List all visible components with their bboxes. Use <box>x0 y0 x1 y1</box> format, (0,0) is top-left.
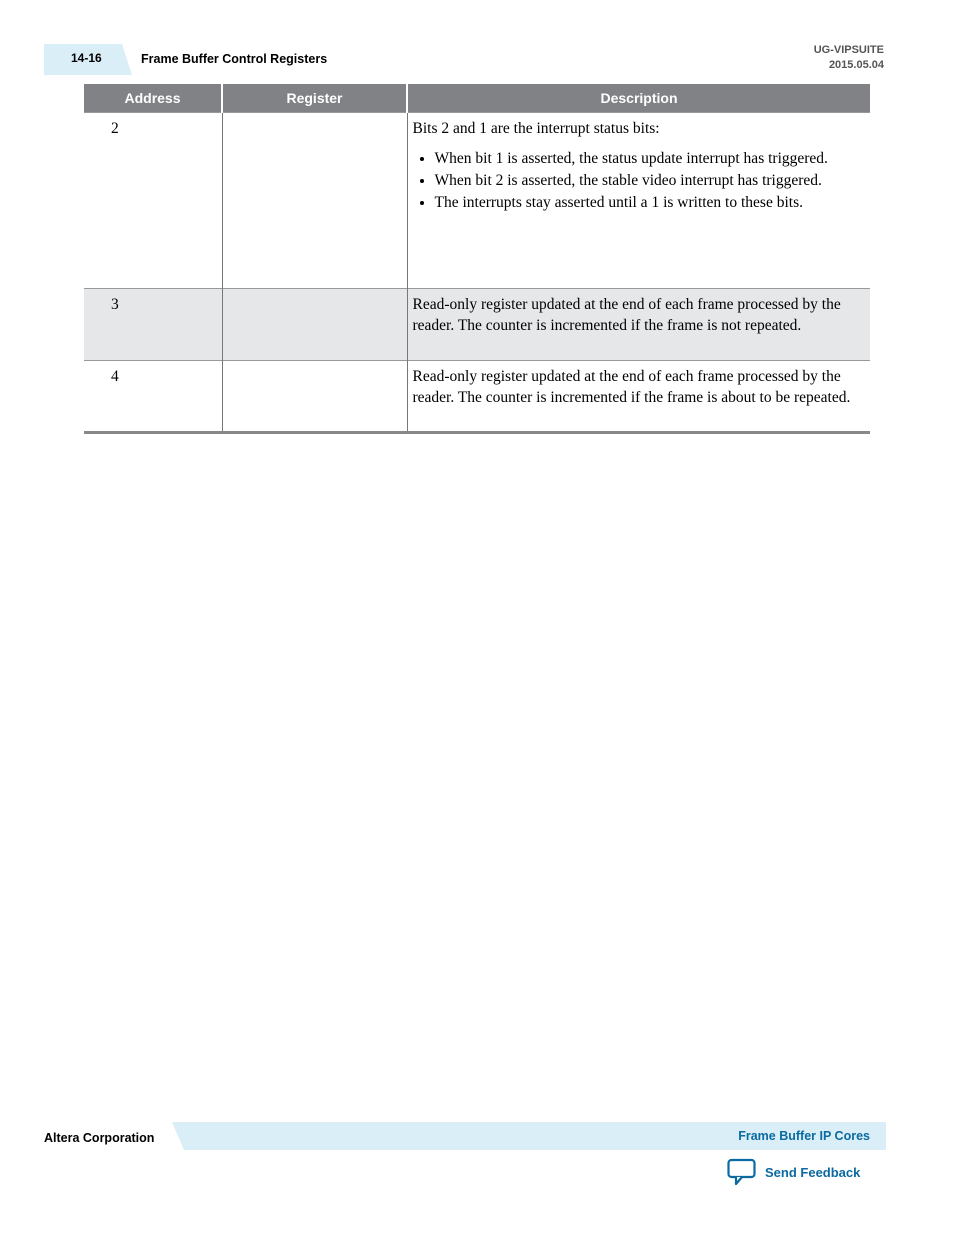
register-cell <box>222 113 407 289</box>
description-intro: Bits 2 and 1 are the interrupt status bits: <box>412 120 660 137</box>
register-cell <box>222 361 407 433</box>
column-header-register: Register <box>222 84 407 113</box>
table-row <box>84 289 870 361</box>
document-date: 2015.05.04 <box>828 59 884 71</box>
description-cell <box>407 113 870 289</box>
document-id: UG-VIPSUITE <box>813 44 884 56</box>
table-header-row <box>84 84 870 113</box>
address-cell: 3 <box>84 289 222 361</box>
list-item: • When bit 1 is asserted, the status update interrupt has triggered. <box>435 148 866 169</box>
column-header-address: Address <box>84 84 222 113</box>
register-table <box>84 84 870 434</box>
address-cell: 2 <box>84 113 222 289</box>
register-cell <box>222 289 407 361</box>
section-title: Frame Buffer Control Registers <box>141 52 328 66</box>
chapter-link[interactable]: Frame Buffer IP Cores <box>738 1129 870 1143</box>
description-cell: Read-only register updated at the end of each frame processed by the reader. The counter is incremented if the frame is about to be repeated. <box>407 361 870 433</box>
table-row <box>84 113 870 289</box>
page-number: 14-16 <box>71 51 102 65</box>
column-header-description: Description <box>407 84 870 113</box>
description-cell: Read-only register updated at the end of each frame processed by the reader. The counter is incremented if the frame is not repeated. <box>407 289 870 361</box>
document-id-block <box>814 43 884 73</box>
bullet-list <box>413 148 866 213</box>
speech-bubble-icon <box>727 1158 757 1186</box>
company-name: Altera Corporation <box>44 1131 155 1145</box>
address-cell: 4 <box>84 361 222 433</box>
list-item: • When bit 2 is asserted, the stable video interrupt has triggered. <box>435 170 866 191</box>
send-feedback-button[interactable] <box>727 1158 860 1186</box>
send-feedback-label: Send Feedback <box>765 1164 861 1180</box>
list-item: • The interrupts stay asserted until a 1 is written to these bits. <box>435 192 866 213</box>
table-row <box>84 361 870 433</box>
